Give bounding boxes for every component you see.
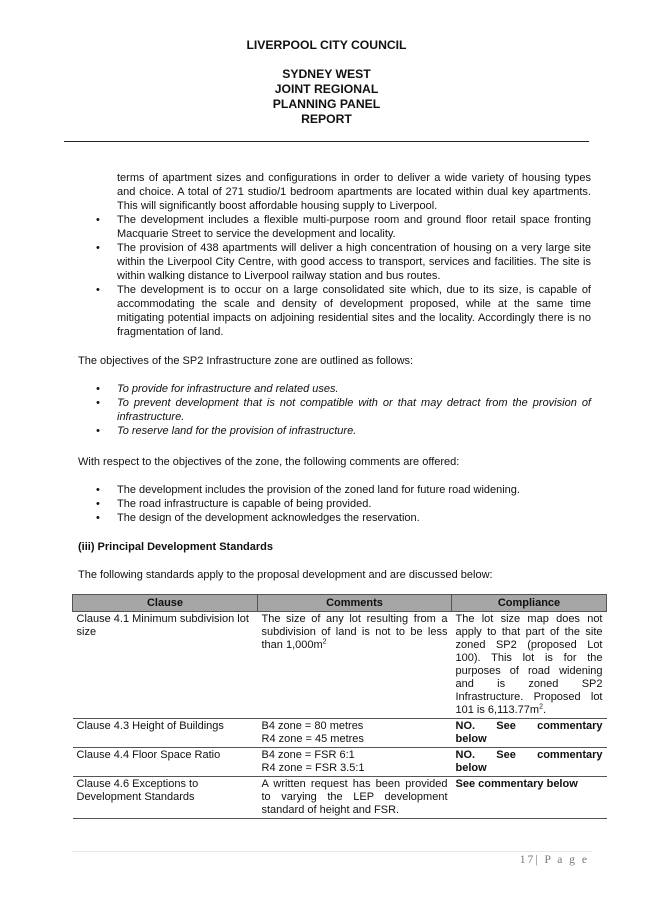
- list-item: • The provision of 438 apartments will deliver a high concentration of housing on a very large site within the Liverpool City Centre, with good access to transport, services and facilities. The site is within walking distance to Liverpool railway station and bus routes.: [117, 241, 591, 283]
- comments-line: B4 zone = 80 metres: [261, 720, 364, 732]
- column-header-comments: Comments: [258, 595, 452, 612]
- comments-cell: [258, 612, 452, 719]
- compliance-text: The lot size map does not apply to that part of the site zoned SP2 (proposed Lot 100). This lot is for the purposes of road widening and is zoned SP2 Infrastructure. Proposed lot 101 is 6,113.77m: [455, 613, 603, 716]
- comments-line: R4 zone = 45 metres: [261, 733, 364, 745]
- compliance-end: .: [542, 704, 547, 716]
- table-row: [73, 612, 607, 719]
- page-number: 17: [519, 854, 536, 866]
- header-line-4: REPORT: [301, 112, 352, 126]
- header-divider: [64, 141, 589, 142]
- table-row: [73, 777, 607, 819]
- clause-cell: Clause 4.6 Exceptions to Development Standards: [73, 777, 258, 819]
- compliance-word: NO.: [455, 720, 476, 732]
- header-line-3: PLANNING PANEL: [272, 97, 381, 111]
- standards-intro: The following standards apply to the proposal development and are discussed below:: [78, 569, 493, 581]
- development-standards-table: [72, 594, 607, 819]
- comments-intro: With respect to the objectives of the zone, the following comments are offered:: [78, 456, 460, 468]
- compliance-cell: [452, 719, 607, 748]
- council-name: LIVERPOOL CITY COUNCIL: [246, 38, 407, 52]
- comments-line: B4 zone = FSR 6:1: [261, 749, 355, 761]
- clause-cell: Clause 4.1 Minimum subdivision lot size: [73, 612, 258, 719]
- comments-cell: A written request has been provided to varying the LEP development standard of height and FSR.: [258, 777, 452, 819]
- compliance-word: NO.: [455, 749, 476, 761]
- list-item: • The design of the development acknowledges the reservation.: [117, 511, 591, 525]
- compliance-word: See: [496, 720, 516, 732]
- list-item: • To reserve land for the provision of infrastructure.: [117, 424, 591, 438]
- sp2-objectives-list: [117, 382, 591, 438]
- list-item: • The development is to occur on a large consolidated site which, due to its size, is capable of accommodating the scale and density of development proposed, while at the same time mitigating potential impacts on adjoining residential sites and the locality. Accordingly there is no fragmentation of land.: [117, 283, 591, 339]
- list-item: terms of apartment sizes and configurations in order to deliver a wide variety of housing types and choice. A total of 271 studio/1 bedroom apartments are located within dual key apartments. This will significantly boost affordable housing supply to Liverpool.: [117, 172, 591, 212]
- list-item: • To provide for infrastructure and related uses.: [117, 382, 591, 396]
- page-footer: [400, 854, 589, 866]
- header-line-1: SYDNEY WEST: [282, 67, 371, 81]
- column-header-compliance: Compliance: [452, 595, 607, 612]
- comments-text: The size of any lot resulting from a subdivision of land is not to be less than 1,000m: [261, 613, 448, 651]
- compliance-word: below: [455, 733, 487, 745]
- column-header-clause: Clause: [73, 595, 258, 612]
- list-item: • To prevent development that is not compatible with or that may detract from the provision of infrastructure.: [117, 396, 591, 424]
- compliance-word: commentary: [537, 749, 603, 761]
- comments-line: R4 zone = FSR 3.5:1: [261, 762, 365, 774]
- list-item: • The development includes the provision of the zoned land for future road widening.: [117, 483, 591, 497]
- header-line-2: JOINT REGIONAL: [274, 82, 379, 96]
- compliance-cell: [452, 748, 607, 777]
- table-row: [73, 748, 607, 777]
- sp2-intro: The objectives of the SP2 Infrastructure zone are outlined as follows:: [78, 355, 414, 367]
- clause-cell: Clause 4.3 Height of Buildings: [73, 719, 258, 748]
- superscript: 2: [539, 703, 543, 711]
- compliance-word: commentary: [537, 720, 603, 732]
- clause-cell: Clause 4.4 Floor Space Ratio: [73, 748, 258, 777]
- b4-objective-comments-list: [117, 171, 591, 339]
- compliance-cell: See commentary below: [452, 777, 607, 819]
- compliance-cell: [452, 612, 607, 719]
- table-header-row: [73, 595, 607, 612]
- comments-cell: [258, 748, 452, 777]
- superscript: 2: [322, 638, 327, 646]
- footer-divider: [72, 851, 592, 852]
- list-item: • The road infrastructure is capable of being provided.: [117, 497, 591, 511]
- report-header: [0, 38, 653, 127]
- comments-cell: [258, 719, 452, 748]
- compliance-word: below: [455, 762, 487, 774]
- table-row: [73, 719, 607, 748]
- section-heading: (iii) Principal Development Standards: [78, 541, 273, 553]
- sp2-comments-list: [117, 483, 591, 525]
- list-item: • The development includes a flexible multi-purpose room and ground floor retail space fronting Macquarie Street to service the development and locality.: [117, 213, 591, 241]
- compliance-word: See: [496, 749, 516, 761]
- page-label: | P a g e: [535, 854, 589, 866]
